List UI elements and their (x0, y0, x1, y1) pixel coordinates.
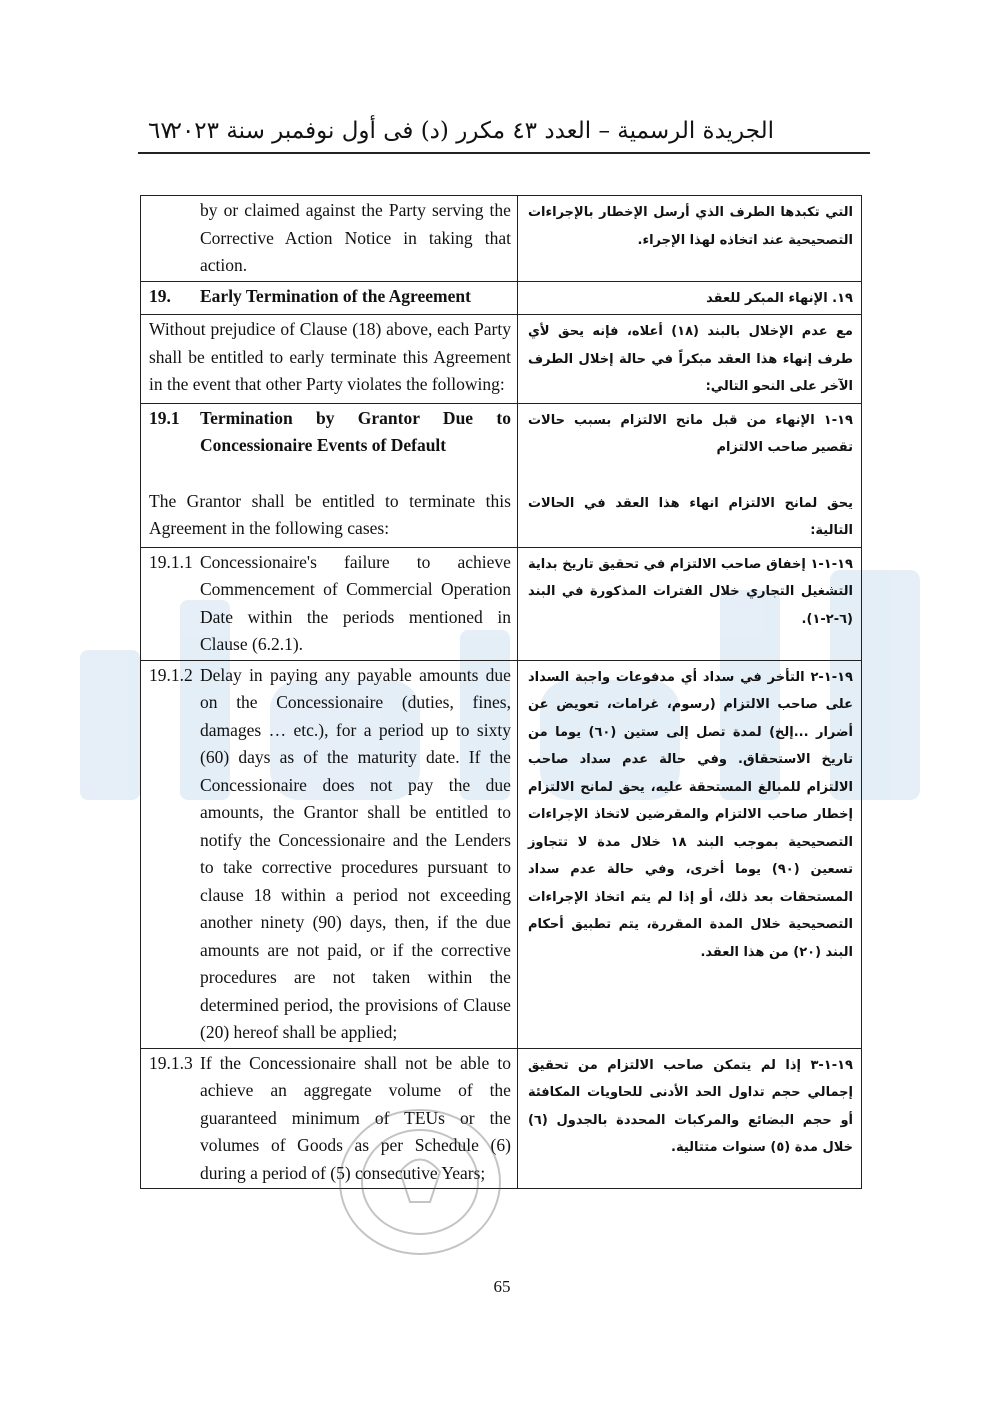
table-row (141, 1049, 861, 1189)
clause-number: 19.1.2 (149, 664, 193, 685)
arabic-text: يحق لمانح الالتزام انهاء هذا العقد في الحالات التالية: (527, 495, 853, 538)
page-footer-number: 65 (493, 1277, 511, 1296)
contract-table (140, 195, 862, 1189)
page-header (138, 112, 870, 154)
table-row (141, 548, 861, 661)
arabic-cell (518, 404, 861, 547)
clause-number: 19.1 (149, 407, 180, 428)
table-row (141, 315, 861, 404)
english-text: by or claimed against the Party serving the Corrective Action Notice in taking that action. (200, 200, 511, 275)
english-cell (141, 282, 518, 315)
clause-number: 19.1.1 (149, 551, 193, 572)
english-cell (141, 404, 518, 547)
table-row (141, 661, 861, 1049)
english-cell: Without prejudice of Clause (18) above, each Party shall be entitled to early terminate this Agreement in the event that other Party violates the following: (141, 315, 518, 403)
arabic-cell: مع عدم الإخلال بالبند (١٨) أعلاه، فإنه يحق لأي طرف إنهاء هذا العقد مبكراً في حالة إخلال الطرف الآخر على النحو التالي: (527, 324, 853, 394)
english-cell (141, 1049, 518, 1189)
section-heading: Termination by Grantor Due to Concessionaire Events of Default (200, 407, 511, 455)
english-text: If the Concessionaire shall not be able to achieve an aggregate volume of the guaranteed minimum of TEUs or the volumes of Goods as per Schedule (6) during a period of (5) consecutive Years; (200, 1052, 511, 1183)
arabic-cell: ١٩-١-١ إخفاق صاحب الالتزام في تحقيق تاريخ بداية التشغيل التجاري خلال الفترات المذكورة في البند (٦-٢-١). (527, 556, 853, 627)
arabic-cell: التي تكبدها الطرف الذي أرسل الإخطار بالإجراءات التصحيحية عند اتخاذه لهذا الإجراء. (527, 205, 853, 248)
table-row (141, 404, 861, 548)
english-cell (141, 196, 518, 281)
english-text: Delay in paying any payable amounts due on the Concessionaire (duties, fines, damages … etc.), for a period up to sixty (60) days as of the maturity date. If the Concessionaire does not pay the due amounts, the Grantor shall be entitled to notify the Concessionaire and the Lenders to take corrective procedures pursuant to clause 18 within a period not exceeding another ninety (90) days, then, if the due amounts are not paid, or if the corrective procedures are not taken within the determined period, the provisions of Clause (20) hereof shall be applied; (200, 664, 511, 1042)
arabic-section-heading: ١٩. الإنهاء المبكر للعقد (706, 290, 853, 306)
section-heading: Early Termination of the Agreement (200, 285, 471, 306)
table-row (141, 196, 861, 282)
arabic-section-heading: ١٩-١ الإنهاء من قبل مانح الالتزام بسبب حالات تقصير صاحب الالتزام (527, 412, 853, 455)
english-cell (141, 661, 518, 1048)
english-text: Concessionaire's failure to achieve Commencement of Commercial Operation Date within the periods mentioned in Clause (6.2.1). (200, 551, 511, 654)
english-cell (141, 548, 518, 660)
clause-number: 19. (149, 285, 171, 306)
gazette-title: الجريدة الرسمية – العدد ٤٣ مكرر (د) فى أول نوفمبر سنة ٢٠٢٣ (169, 118, 774, 144)
arabic-page-number: ٦٧ (148, 118, 173, 144)
arabic-cell: ١٩-١-٣ إذا لم يتمكن صاحب الالتزام من تحقيق إجمالي حجم تداول الحد الأدنى للحاويات المكافئة أو حجم البضائع والمركبات المحددة بالجدول (٦) خلال مدة (٥) سنوات متتالية. (527, 1057, 853, 1155)
clause-number: 19.1.3 (149, 1052, 193, 1073)
table-row (141, 282, 861, 316)
english-text: The Grantor shall be entitled to terminate this Agreement in the following cases: (149, 490, 511, 538)
arabic-cell: ١٩-١-٢ التأخر في سداد أي مدفوعات واجبة السداد على صاحب الالتزام (رسوم، غرامات، تعويض عن أضرار ...إلخ) لمدة تصل إلى ستين (٦٠) يوما من تاريخ الاستحقاق. وفي حالة عدم سداد صاحب الالتزام للمبالغ المستحقة عليه، يحق لمانح الالتزام إخطار صاحب الالتزام والمقرضين لاتخاذ الإجراءات التصحيحية بموجب البند ١٨ خلال مدة لا تتجاوز تسعين (٩٠) يوما أخرى، وفي حالة عدم سداد المستحقات بعد ذلك، أو إذا لم يتم اتخاذ الإجراءات التصحيحية خلال المدة المقررة، يتم تطبيق أحكام البند (٢٠) من هذا العقد. (527, 669, 854, 960)
